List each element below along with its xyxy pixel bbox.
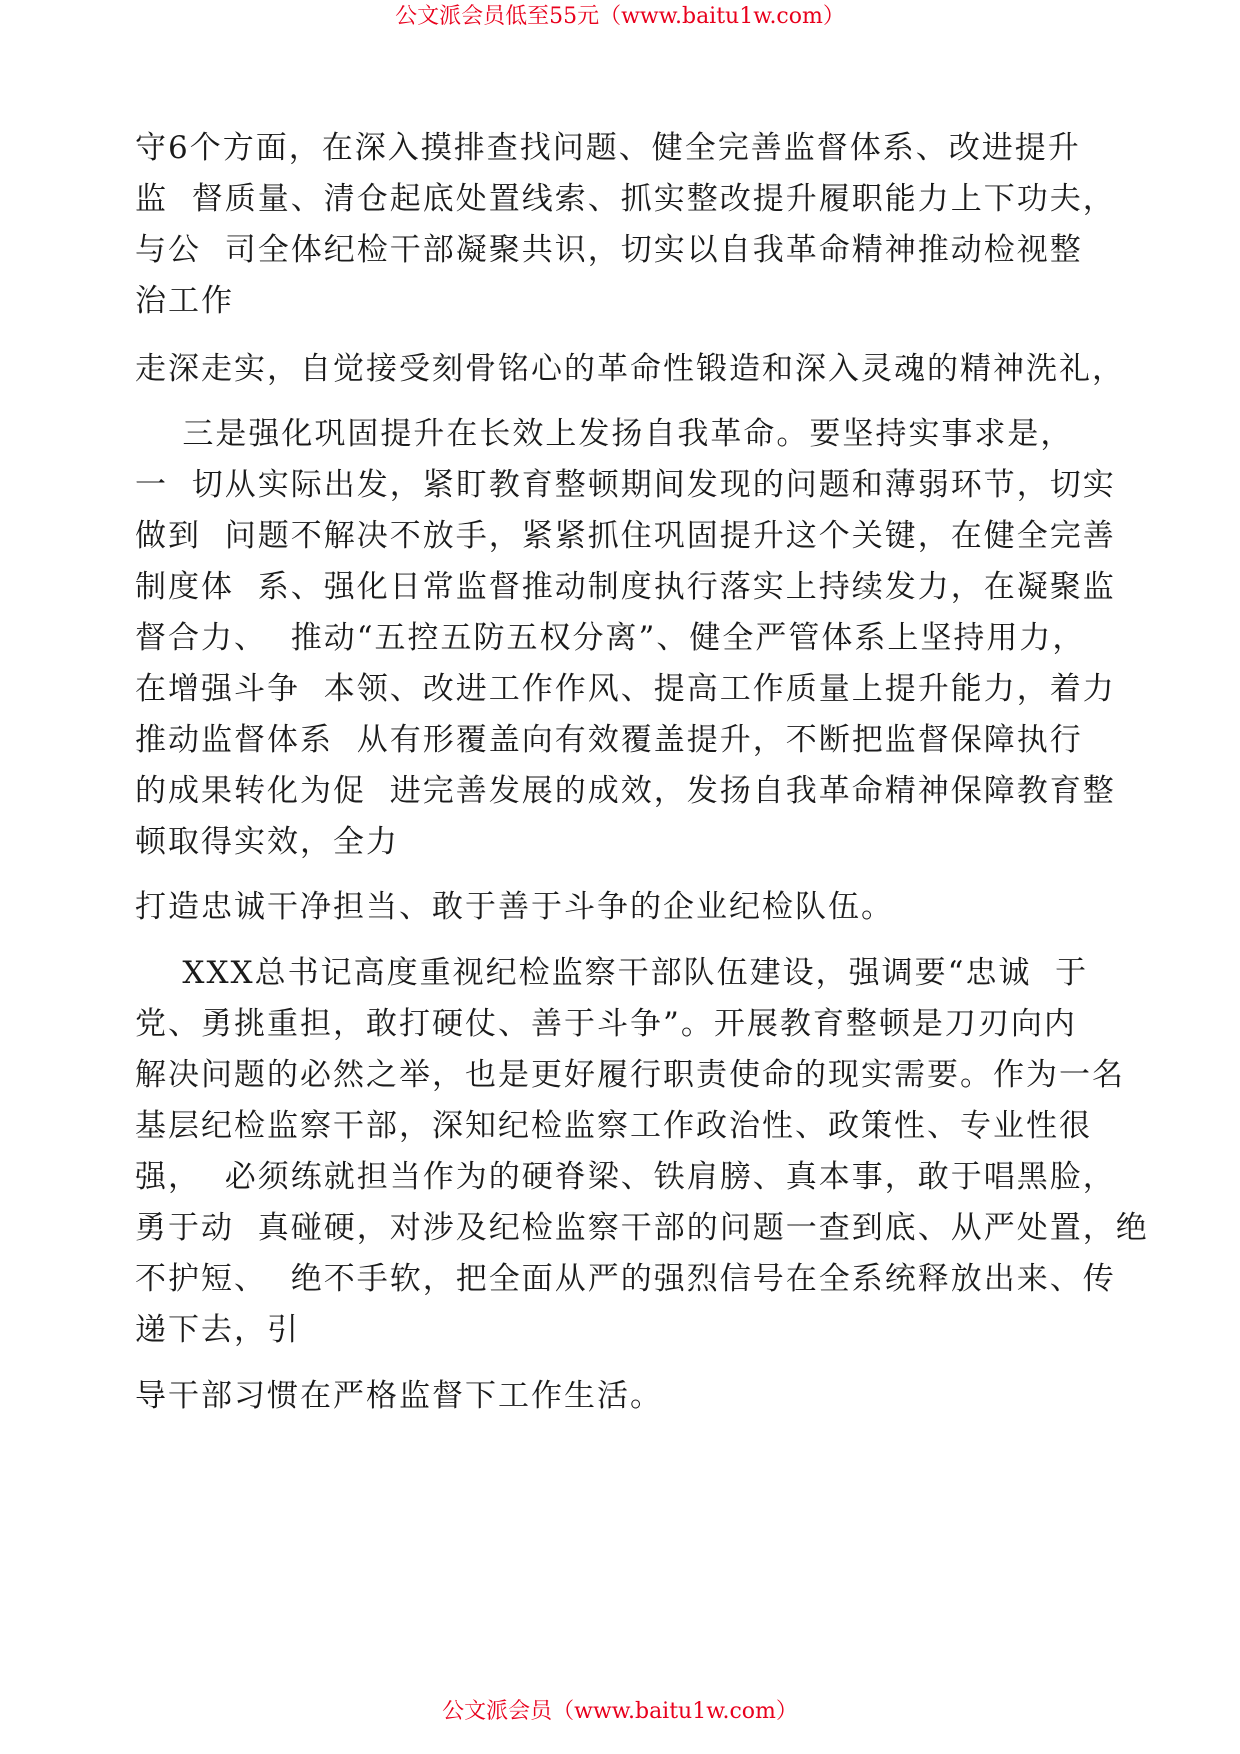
body-line: 的成果转化为促 进完善发展的成效，发扬自我革命精神保障教育整 [135, 773, 1116, 809]
body-line: 基层纪检监察干部，深知纪检监察工作政治性、政策性、专业性很 [135, 1108, 1092, 1144]
body-line: 党、勇挑重担，敢打硬仗、善于斗争”。开展教育整顿是刀刃向内 [135, 1006, 1077, 1042]
body-line: 监 督质量、清仓起底处置线索、抓实整改提升履职能力上下功夫， [135, 181, 1116, 217]
body-line: 推动监督体系 从有形覆盖向有效覆盖提升，不断把监督保障执行 [135, 722, 1083, 758]
body-line: 递下去，引 [135, 1312, 300, 1348]
body-line: 三是强化巩固提升在长效上发扬自我革命。要坚持实事求是， [135, 416, 1074, 452]
header-watermark-banner: 公文派会员低至55元（www.baitu1w.com） [395, 4, 845, 29]
body-line: 在增强斗争 本领、改进工作作风、提高工作质量上提升能力，着力 [135, 671, 1116, 707]
body-line: 解决问题的必然之举，也是更好履行职责使命的现实需要。作为一名 [135, 1057, 1125, 1093]
body-line: XXX总书记高度重视纪检监察干部队伍建设，强调要“忠诚 于 [135, 955, 1089, 991]
body-line: 守6个方面，在深入摸排查找问题、健全完善监督体系、改进提升 [135, 130, 1081, 166]
body-line: 制度体 系、强化日常监督推动制度执行落实上持续发力，在凝聚监 [135, 569, 1116, 605]
body-line: 不护短、 绝不手软，把全面从严的强烈信号在全系统释放出来、传 [135, 1261, 1116, 1297]
body-line: 走深走实，自觉接受刻骨铭心的革命性锻造和深入灵魂的精神洗礼， [135, 351, 1125, 387]
body-line: 与公 司全体纪检干部凝聚共识，切实以自我革命精神推动检视整 [135, 232, 1083, 268]
body-line: 顿取得实效，全力 [135, 824, 399, 860]
footer-watermark-banner: 公文派会员（www.baitu1w.com） [442, 1699, 798, 1724]
body-line: 勇于动 真碰硬，对涉及纪检监察干部的问题一查到底、从严处置，绝 [135, 1210, 1149, 1246]
body-line: 做到 问题不解决不放手，紧紧抓住巩固提升这个关键，在健全完善 [135, 518, 1116, 554]
body-line: 导干部习惯在严格监督下工作生活。 [135, 1378, 663, 1414]
body-line: 打造忠诚干净担当、敢于善于斗争的企业纪检队伍。 [135, 889, 894, 925]
body-line: 督合力、 推动“五控五防五权分离”、健全严管体系上坚持用力， [135, 620, 1086, 656]
body-line: 一 切从实际出发，紧盯教育整顿期间发现的问题和薄弱环节，切实 [135, 467, 1116, 503]
body-line: 治工作 [135, 283, 234, 319]
body-line: 强， 必须练就担当作为的硬脊梁、铁肩膀、真本事，敢于唱黑脸， [135, 1159, 1116, 1195]
